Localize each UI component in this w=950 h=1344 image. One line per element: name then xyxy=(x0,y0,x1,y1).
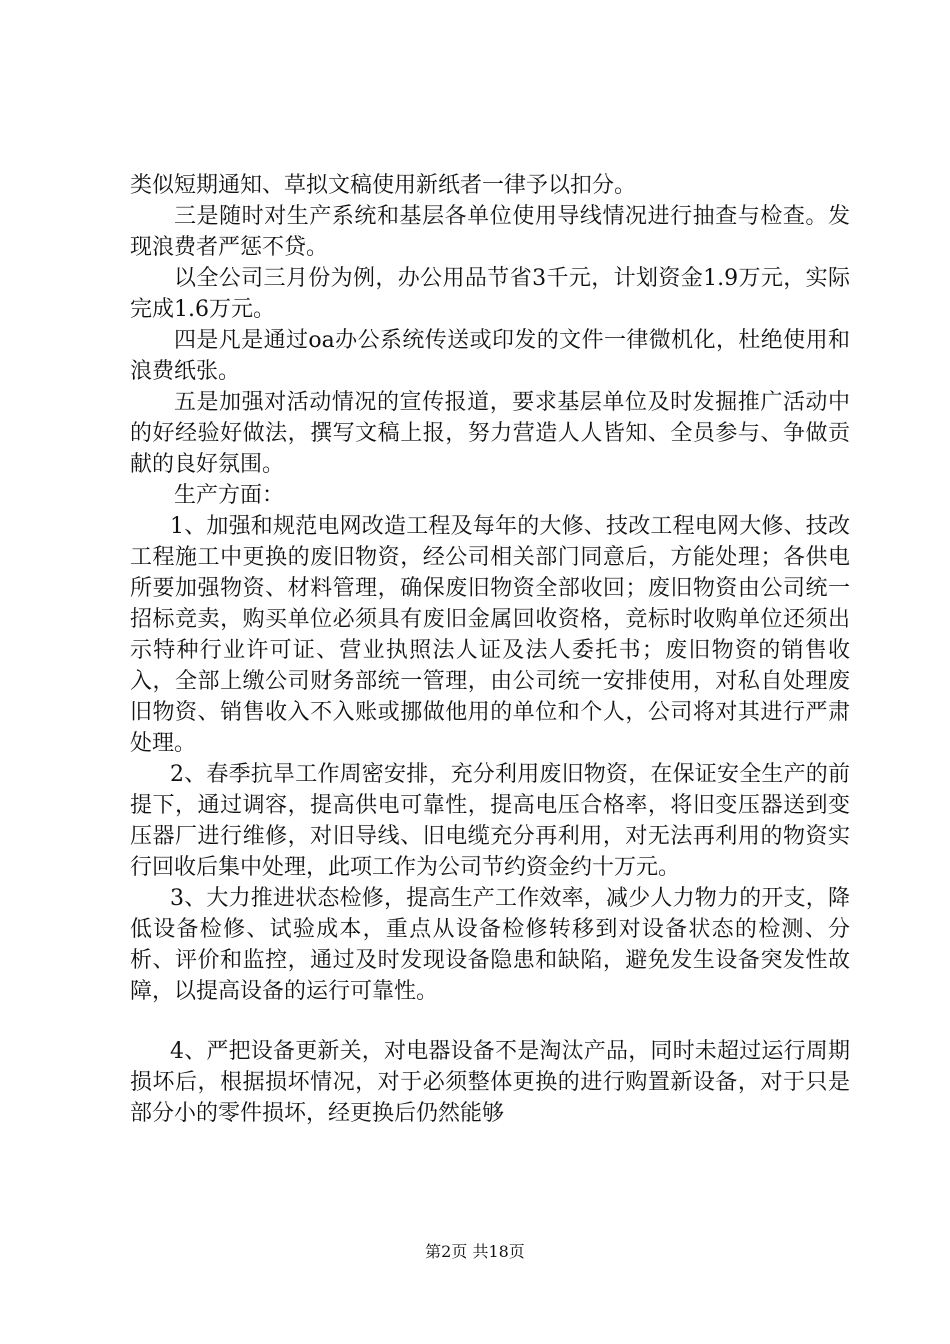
paragraph-item-2: 2、春季抗旱工作周密安排，充分利用废旧物资，在保证安全生产的前提下，通过调容，提高供电可靠性，提高电压合格率，将旧变压器送到变压器厂进行维修，对旧导线、旧电缆充分再利用，对无法再利用的物资实行回收后集中处理，此项工作为公司节约资金约十万元。 xyxy=(130,762,850,880)
paragraph-continuation: 类似短期通知、草拟文稿使用新纸者一律予以扣分。 xyxy=(130,173,637,198)
paragraph-five: 五是加强对活动情况的宣传报道，要求基层单位及时发掘推广活动中的好经验好做法，撰写文稿上报，努力营造人人皆知、全员参与、争做贡献的良好氛围。 xyxy=(130,390,850,477)
document-body xyxy=(130,170,850,1129)
page-number-footer: 第2页 共18页 xyxy=(425,1242,525,1261)
paragraph-four: 四是凡是通过oa办公系统传送或印发的文件一律微机化，杜绝使用和浪费纸张。 xyxy=(130,328,850,384)
paragraph-three: 三是随时对生产系统和基层各单位使用导线情况进行抽查与检查。发现浪费者严惩不贷。 xyxy=(130,204,850,260)
paragraph-item-4: 4、严把设备更新关，对电器设备不是淘汰产品，同时未超过运行周期损坏后，根据损坏情况，对于必须整体更换的进行购置新设备，对于只是部分小的零件损坏，经更换后仍然能够 xyxy=(130,1039,850,1126)
section-heading-production: 生产方面： xyxy=(174,483,285,508)
paragraph-example: 以全公司三月份为例，办公用品节省3千元，计划资金1.9万元，实际完成1.6万元。 xyxy=(130,266,850,322)
paragraph-item-1: 1、加强和规范电网改造工程及每年的大修、技改工程电网大修、技改工程施工中更换的废旧物资，经公司相关部门同意后，方能处理；各供电所要加强物资、材料管理，确保废旧物资全部收回；废旧物资由公司统一招标竞卖，购买单位必须具有废旧金属回收资格，竞标时收购单位还须出示特种行业许可证、营业执照法人证及法人委托书；废旧物资的销售收入，全部上缴公司财务部统一管理，由公司统一安排使用，对私自处理废旧物资、销售收入不入账或挪做他用的单位和个人，公司将对其进行严肃处理。 xyxy=(130,514,850,756)
paragraph-item-3: 3、大力推进状态检修，提高生产工作效率，减少人力物力的开支，降低设备检修、试验成本，重点从设备检修转移到对设备状态的检测、分析、评价和监控，通过及时发现设备隐患和缺陷，避免发生设备突发性故障，以提高设备的运行可靠性。 xyxy=(130,886,850,1004)
